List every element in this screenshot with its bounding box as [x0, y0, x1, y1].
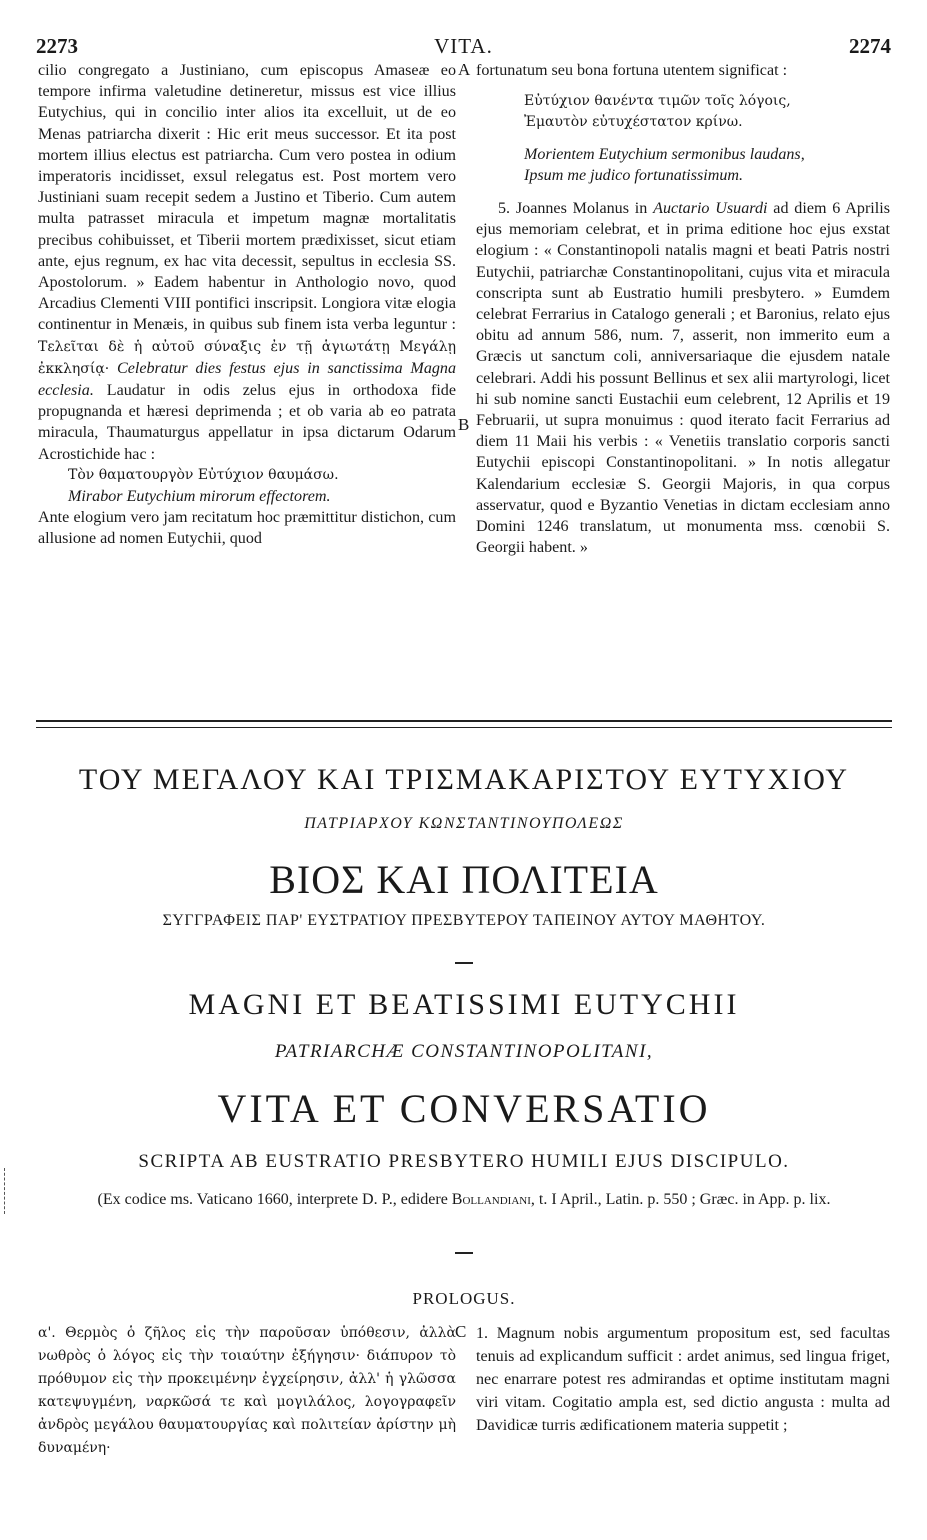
distich-latin-2: Ipsum me judico fortunatissimum.	[524, 166, 744, 184]
section-rule	[36, 720, 892, 728]
greek-author-line: ΣΥΓΓΡΑΦΕΙΣ ΠΑΡ' ΕΥΣΤΡΑΤΙΟΥ ΠΡΕΣΒΥΤΕΡΟΥ ΤΑΠΕΙΝΟΥ ΑΥΤΟΥ ΜΑΘΗΤΟΥ.	[162, 912, 766, 929]
prologue-latin: 1. Magnum nobis argumentum propositum est, sed facultas tenuis ad explicandum sufficit : ardet animus, sed lingua friget, nec enarrare potest res admirandas et optime institutam magni viri vitam. Cogitatio ampla est, sed dictio angusta : multa ad Davidicæ turris ædificationem materia suppetit ;	[476, 1325, 890, 1434]
latin-subtitle: PATRIARCHÆ CONSTANTINOPOLITANI,	[274, 1041, 654, 1062]
source-text-1: (Ex codice ms. Vaticano 1660, interprete D. P., edidere	[97, 1191, 448, 1208]
right-intro: fortunatum seu bona fortuna utentem significat :	[476, 62, 788, 79]
left-paragraph-1	[38, 60, 456, 465]
running-title: VITA.	[434, 34, 493, 58]
source-bollandiani: Bollandiani	[451, 1191, 531, 1208]
right-column	[476, 60, 890, 558]
margin-tick	[4, 1168, 13, 1214]
source-note	[36, 1190, 892, 1210]
page-number-left: 2273	[36, 34, 78, 58]
left-paragraph-2: Ante elogium vero jam recitatum hoc præmittitur distichon, cum allusione ad nomen Eutychii, quod	[38, 509, 456, 548]
margin-marker-b: B	[458, 415, 470, 434]
greek-title: ΤΟΥ ΜΕΓΑΛΟΥ ΚΑΙ ΤΡΙΣΜΑΚΑΡΙΣΤΟΥ ΕΥΤΥΧΙΟΥ	[78, 763, 850, 796]
latin-title: MAGNI ET BEATISSIMI EUTYCHII	[188, 988, 740, 1021]
auctario-title: Auctario Usuardi	[653, 200, 768, 218]
greek-quote: Τελεῖται δὲ ἡ αὐτοῦ σύναξις ἐν τῇ ἁγιωτάτῃ Μεγάλῃ ἐκκλησίᾳ·	[38, 338, 456, 377]
latin-author-line: SCRIPTA AB EUSTRATIO PRESBYTERO HUMILI EJUS DISCIPULO.	[138, 1151, 790, 1172]
latin-quote: Celebratur dies festus ejus in sanctissima Magna ecclesia.	[38, 359, 457, 400]
right-paragraph-5	[476, 198, 890, 558]
right-text-5a: 5. Joannes Molanus in	[498, 200, 648, 218]
margin-marker-c: C	[455, 1322, 467, 1341]
page-number-right: 2274	[849, 34, 891, 58]
latin-main-title: VITA ET CONVERSATIO	[217, 1086, 711, 1131]
verse-greek: Τὸν θαματουργὸν Εὐτύχιον θαυμάσω.	[68, 466, 339, 483]
distich-greek-1: Εὐτύχιον θανέντα τιμῶν τοῖς λόγοις,	[524, 93, 791, 110]
verse-latin: Mirabor Eutychium mirorum effectorem.	[68, 488, 331, 506]
right-text-5b: ad diem 6 Aprilis ejus memoriam celebrat, et in prima editione hoc ejus exstat elogium : « Constantinopoli natalis magni et beati Patris nostri Eutychii, patriarchæ Constantinopolitani, cujus vita et miracula conscripta sunt ab Eustratio humili presbytero. » Eumdem celebrat Ferrarius in Catalogo generali ; et Baronius, relato ejus obitu ad annum 586, num. 7, asserit, non immerito eum a Græcis ut sanctum coli, anniversariaque die ejusdem natale celebrari. Addi his possunt Bellinus et sex alii martyrologi, licet hi sub nomine sancti Eustachii eum celebrent, 12 Aprilis et 19 Februarii, ut supra monuimus : quod iterato facit Ferrarius ad diem 11 Maii his verbis : « Venetiis translatio corporis sancti Eutychii episcopi Constantinopolitani. » In notis allegatur Kalendarium ecclesiæ S. Georgii Majoris, in qua corpus asservatur, quod e Byzantio Venetias in dictam ecclesiam anno Domini 1246 translatum, ut monumenta mss. cœnobii S. Georgii habent. »	[476, 200, 890, 557]
greek-main-title: ΒΙΟΣ ΚΑΙ ΠΟΛΙΤΕΙΑ	[269, 857, 659, 902]
distich-greek-2: Ἐμαυτὸν εὐτυχέστατον κρίνω.	[524, 114, 743, 131]
running-header	[36, 34, 891, 60]
prologue-heading: PROLOGUS.	[412, 1289, 516, 1308]
greek-subtitle: ΠΑΤΡΙΑΡΧΟΥ ΚΩΝΣΤΑΝΤΙΝΟΥΠΟΛΕΩΣ	[304, 815, 624, 832]
distich-latin-1: Morientem Eutychium sermonibus laudans,	[524, 145, 805, 163]
title-dash-1	[455, 962, 473, 964]
left-text-1b: Laudatur in odis zelus ejus in orthodoxa fide propugnanda et hæresi deprimenda ; et ob varia ab eo patrata miracula, Thaumaturgus appellatur in ipsa dictarum Odarum Acrostichide hac :	[38, 382, 456, 463]
margin-marker-a: A	[458, 60, 471, 79]
title-dash-2	[455, 1252, 473, 1254]
prologue-greek: α'. Θερμὸς ὁ ζῆλος εἰς τὴν παροῦσαν ὑπόθεσιν, ἀλλὰ νωθρὸς ὁ λόγος εἰς τὴν τοιαύτην ἐξήγησιν· διάπυρον τὸ πρόθυμον εἰς τὴν προκειμένην ἐγχείρησιν, ἀλλ' ἡ γλῶσσα κατεψυγμένη, ναρκῶσά τε καὶ μογιλάλος, λογογραφεῖν ἀνδρὸς μεγάλου θαυματουργίας καὶ πολιτείαν ἀρίστην μὴ δυναμένη·	[38, 1325, 456, 1456]
left-column	[38, 60, 456, 550]
left-text-1: cilio congregato a Justiniano, cum episcopus Amaseæ eo tempore infirma valetudine detineretur, missus est vice illius Eutychius, qui in concilio inter alios ita excelluit, ut de eo Menas patriarcha dixerit : Hic erit meus successor. Et ita post mortem illius electus est patriarcha. Cum vero postea in odium imperatoris incidisset, exsul relegatus est. Post mortem vero Justiniani suam recepit sedem a Justino et Tiberio. Cum autem multa patrasset miracula et impetum magnæ mortalitatis precibus cohibuisset, et Tiberii mortem prædixisset, sicut etiam ante, ejus regnum, ex hac vita decessit, sepultus in ecclesia SS. Apostolorum. » Eadem habentur in Anthologio novo, quod Arcadius Clementi VIII pontifici inscripsit. Longiora vitæ elogia continentur in Menæis, in quibus sub finem ista verba leguntur :	[38, 62, 456, 334]
source-text-2: , t. I April., Latin. p. 550 ; Græc. in App. p. lix.	[530, 1191, 831, 1208]
